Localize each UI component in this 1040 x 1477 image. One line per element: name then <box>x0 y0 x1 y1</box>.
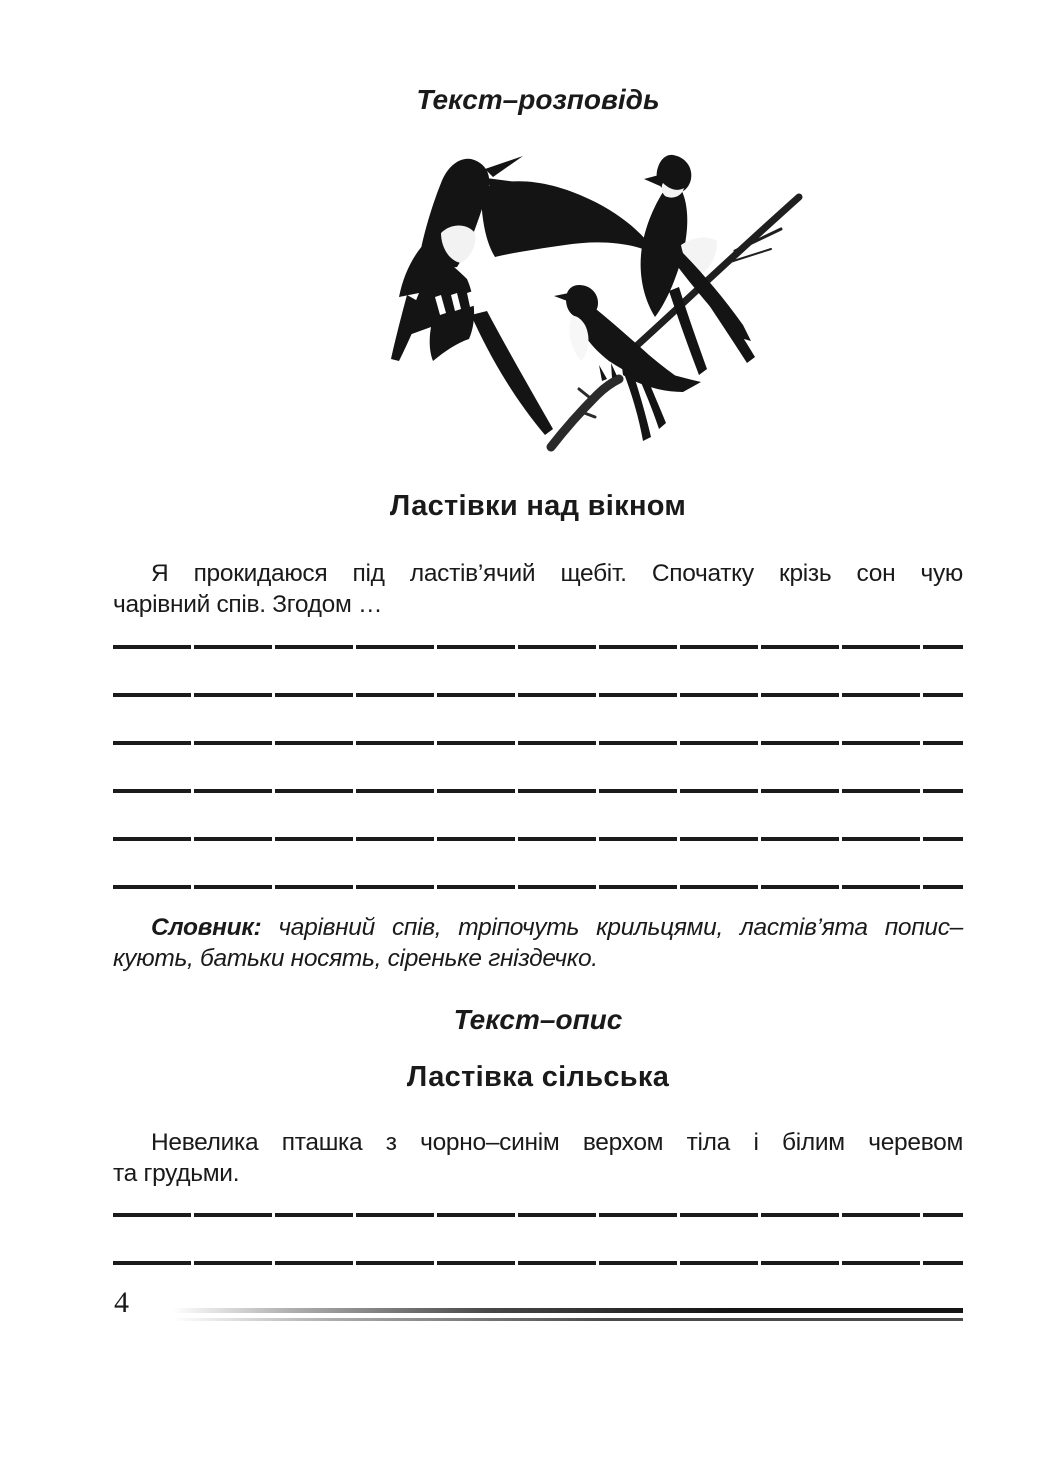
writing-line <box>113 645 963 649</box>
writing-lines-narrative <box>113 645 963 933</box>
perched-swallow-right-icon <box>641 155 755 375</box>
vocabulary-text-1: чарівний спів, тріпочуть крильцями, ластів’ята попис– <box>278 914 964 941</box>
narrative-paragraph-line-2: чарівний спів. Згодом … <box>113 591 383 618</box>
narrative-paragraph-line-1: Я прокидаюся під ластів’ячий щебіт. Спочатку крізь сон чую <box>151 560 963 587</box>
swallows-illustration <box>383 145 803 455</box>
vocabulary-line-1 <box>113 912 963 943</box>
writing-lines-description <box>113 1213 963 1309</box>
heading-barn-swallow: Ластівка сільська <box>406 1061 670 1093</box>
narrative-paragraph <box>113 558 963 620</box>
vocabulary-label: Словник: <box>151 914 262 941</box>
writing-line <box>113 1261 963 1265</box>
vocabulary-block <box>113 912 963 974</box>
description-paragraph <box>113 1127 963 1189</box>
writing-line <box>113 693 963 697</box>
description-paragraph-line-1: Невелика пташка з чорно–синім верхом тіла і білим черевом <box>151 1129 963 1156</box>
writing-line <box>113 1213 963 1217</box>
vocabulary-line-2: кують, батьки носять, сіреньке гніздечко. <box>113 945 598 972</box>
swallows-ink-drawing-svg <box>383 145 803 455</box>
branch-center <box>551 379 619 447</box>
description-paragraph-line-2: та грудьми. <box>113 1160 240 1187</box>
writing-line <box>113 789 963 793</box>
flying-swallow-icon <box>391 156 647 435</box>
footer-rule-top <box>172 1308 963 1313</box>
writing-line <box>113 837 963 841</box>
section-type-title-narrative: Текст–розповідь <box>416 84 660 115</box>
page-number: 4 <box>114 1286 129 1319</box>
writing-line <box>113 885 963 889</box>
writing-line <box>113 741 963 745</box>
section-type-title-description: Текст–опис <box>453 1004 623 1035</box>
heading-swallows-over-window: Ластівки над вікном <box>389 490 687 522</box>
footer-rule-bottom <box>172 1318 963 1321</box>
